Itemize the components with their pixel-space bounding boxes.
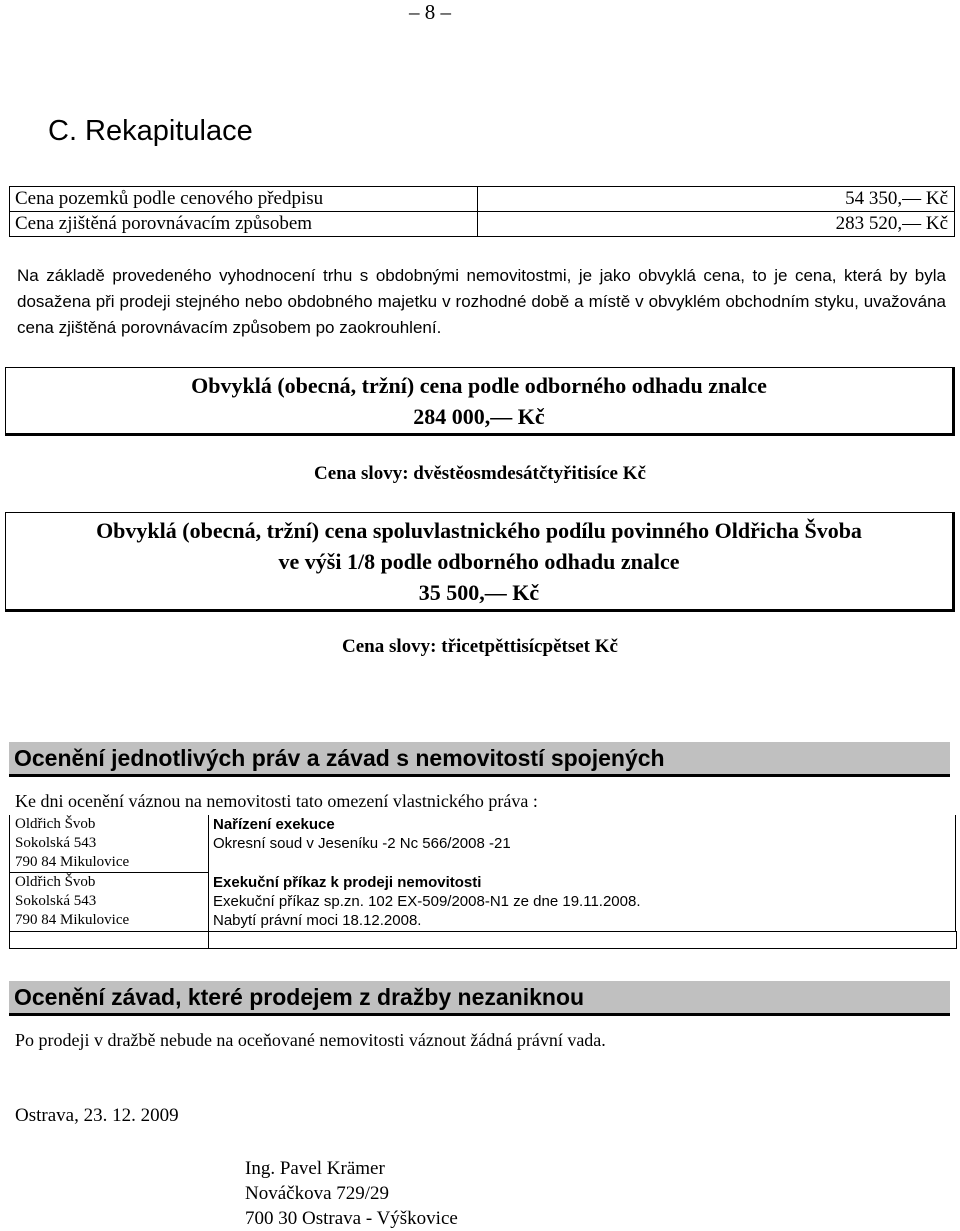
owner-city: 790 84 Mikulovice (15, 854, 130, 870)
right-detail: Okresní soud v Jeseníku -2 Nc 566/2008 -21 (213, 835, 511, 852)
market-price-box (5, 367, 955, 436)
right-title: Nařízení exekuce (213, 816, 335, 833)
right-detail: Nabytí právní moci 18.12.2008. (213, 912, 422, 929)
share-price-box (5, 512, 955, 612)
place-date: Ostrava, 23. 12. 2009 (15, 1105, 179, 1126)
section-title: C. Rekapitulace (48, 115, 253, 147)
summary-label: Cena pozemků podle cenového předpisu (10, 187, 478, 211)
rights-owner-block (10, 873, 129, 930)
signature-name: Ing. Pavel Krämer (245, 1158, 385, 1179)
owner-street: Sokolská 543 (15, 835, 97, 851)
rights-table (9, 815, 956, 947)
rights-owner-column (9, 815, 209, 931)
signature-city: 700 30 Ostrava - Výškovice (245, 1208, 458, 1229)
column-divider (208, 932, 209, 948)
signature-block (245, 1156, 458, 1231)
encumbrances-heading: Ocenění závad, které prodejem z dražby nezaniknou (9, 981, 950, 1016)
analysis-paragraph: Na základě provedeného vyhodnocení trhu s obdobnými nemovitostmi, je jako obvyklá cena, to je cena, která by byla dosažena při prodeji stejného nebo obdobného majetku v rozhodné době a místě v obvyklém obchodním styku, uvažována cena zjištěná porovnávacím způsobem po zaokrouhlení. (17, 266, 946, 337)
owner-city: 790 84 Mikulovice (15, 912, 130, 928)
rights-heading: Ocenění jednotlivých práv a závad s nemovitostí spojených (9, 742, 950, 777)
rights-intro: Ke dni ocenění váznou na nemovitosti tato omezení vlastnického práva : (15, 791, 538, 811)
encumbrances-text: Po prodeji v dražbě nebude na oceňované nemovitosti váznout žádná právní vada. (15, 1030, 606, 1050)
page-number: – 8 – (409, 0, 451, 24)
summary-row-comparative-price (10, 211, 954, 236)
summary-label: Cena zjištěná porovnávacím způsobem (10, 212, 478, 236)
right-detail: Exekuční příkaz sp.zn. 102 EX-509/2008-N1 ze dne 19.11.2008. (213, 893, 641, 910)
rights-detail-column (207, 815, 956, 931)
summary-row-land-price (10, 187, 954, 211)
signature-street: Nováčkova 729/29 (245, 1183, 390, 1204)
owner-name: Oldřich Švob (15, 816, 96, 832)
market-price-words: Cena slovy: dvěstěosmdesátčtyřitisíce Kč (314, 463, 646, 484)
owner-street: Sokolská 543 (15, 893, 97, 909)
market-price-value: 284 000,— Kč (413, 404, 545, 429)
rights-owner-block (10, 815, 129, 872)
owner-name: Oldřich Švob (15, 874, 96, 890)
rights-detail-block (207, 815, 511, 853)
right-title: Exekuční příkaz k prodeji nemovitosti (213, 874, 482, 891)
share-price-words: Cena slovy: třicetpěttisícpětset Kč (342, 636, 618, 657)
share-price-line2: ve výši 1/8 podle odborného odhadu znalce (278, 549, 680, 574)
summary-value: 283 520,— Kč (835, 213, 948, 234)
share-price-value: 35 500,— Kč (418, 580, 540, 605)
empty-table-row (9, 931, 957, 949)
summary-value: 54 350,— Kč (845, 188, 948, 209)
share-price-line1: Obvyklá (obecná, tržní) cena spoluvlastnického podílu povinného Oldřicha Švoba (96, 518, 862, 543)
market-price-title: Obvyklá (obecná, tržní) cena podle odborného odhadu znalce (191, 373, 767, 398)
summary-table (9, 186, 955, 237)
rights-detail-block (207, 873, 641, 930)
